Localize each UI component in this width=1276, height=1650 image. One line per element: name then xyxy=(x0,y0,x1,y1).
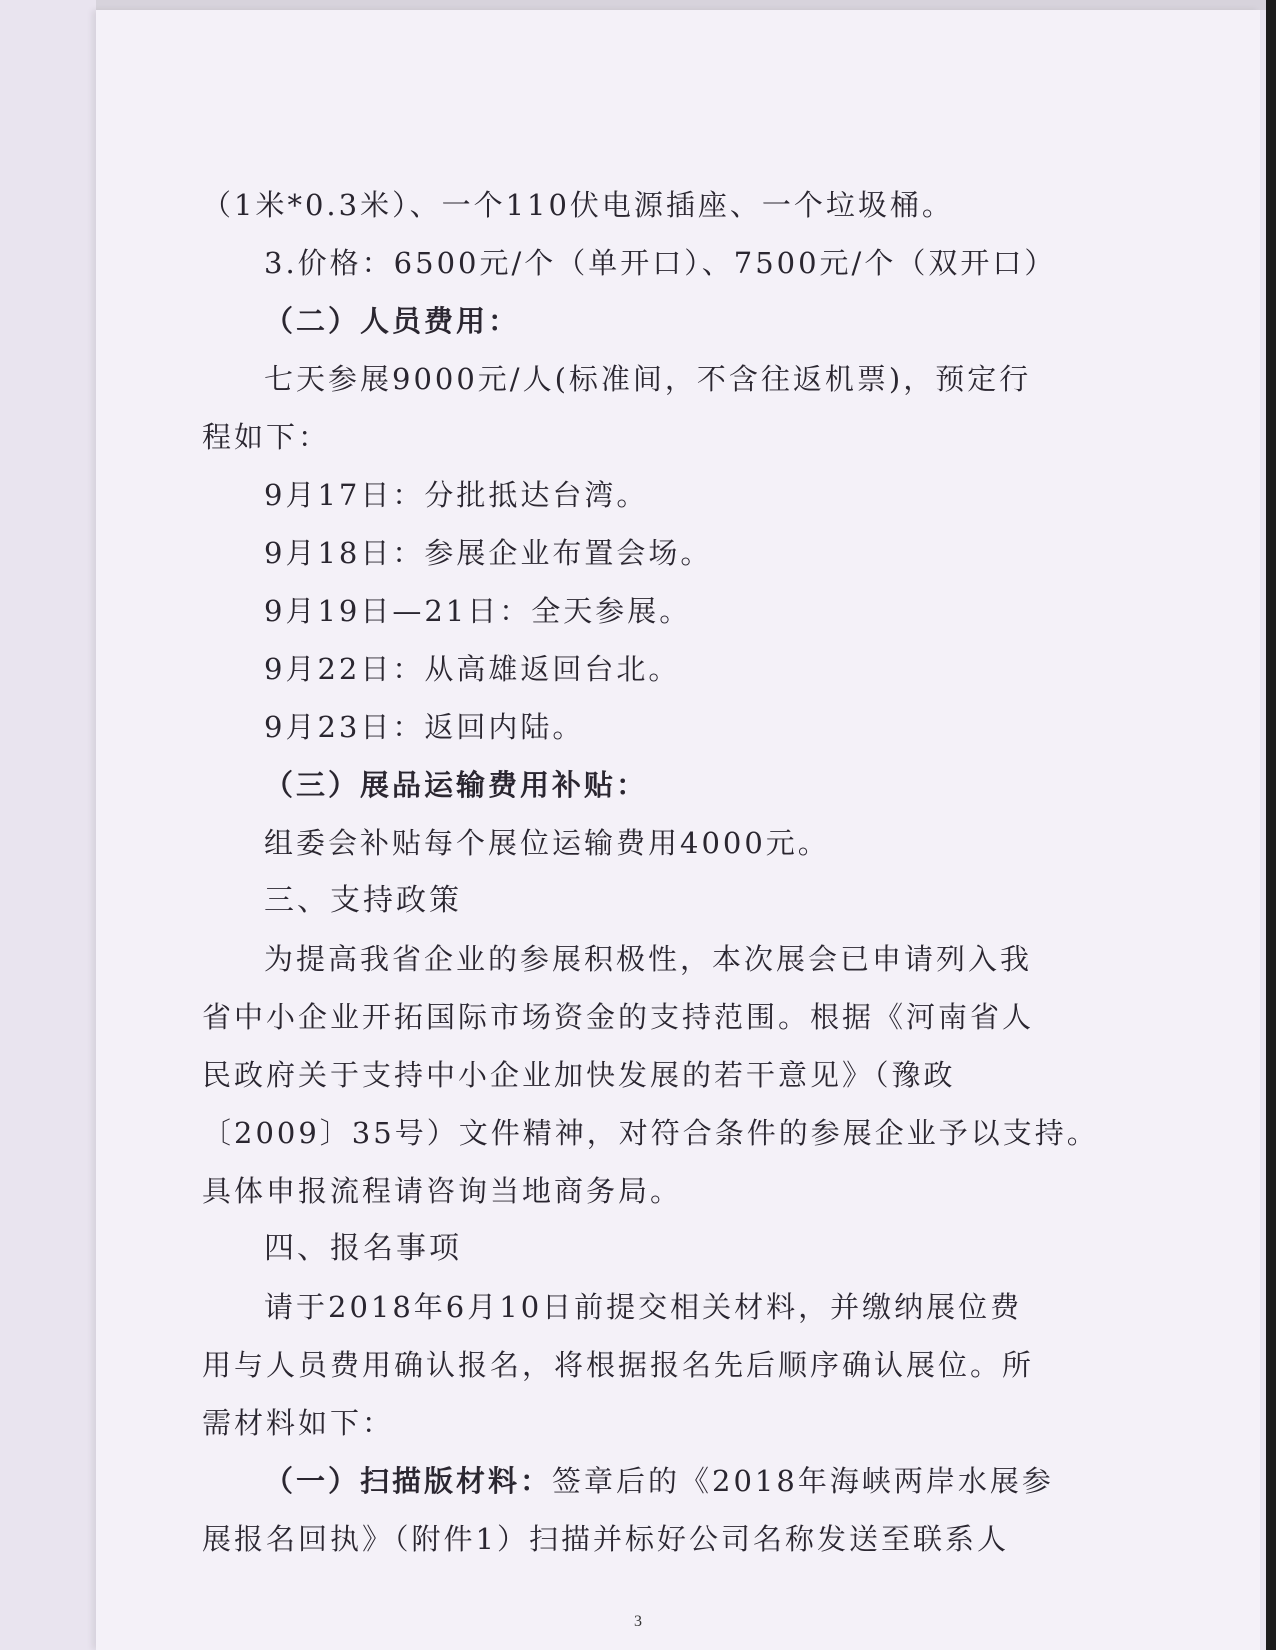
text-line: 民政府关于支持中小企业加快发展的若干意见》（豫政 xyxy=(202,1058,956,1092)
scan-right-edge xyxy=(1266,0,1276,1650)
section-heading: 四、报名事项 xyxy=(264,1231,462,1266)
schedule-item: 9月22日：从高雄返回台北。 xyxy=(264,652,681,686)
material-label: （一）扫描版材料： xyxy=(264,1464,553,1498)
text-line: 〔2009〕35号）文件精神，对符合条件的参展企业予以支持。 xyxy=(202,1116,1099,1150)
schedule-item: 9月23日：返回内陆。 xyxy=(264,710,585,744)
schedule-item: 9月17日：分批抵达台湾。 xyxy=(264,478,649,512)
text-line: 请于2018年6月10日前提交相关材料，并缴纳展位费 xyxy=(264,1290,1023,1324)
schedule-item: 9月18日：参展企业布置会场。 xyxy=(264,536,713,570)
text-line: 需材料如下： xyxy=(202,1406,395,1440)
text-line: 为提高我省企业的参展积极性，本次展会已申请列入我 xyxy=(264,942,1033,976)
text-line: 省中小企业开拓国际市场资金的支持范围。根据《河南省人 xyxy=(202,1000,1035,1034)
material-text: 签章后的《2018年海峡两岸水展参 xyxy=(552,1464,1054,1498)
text-line: 七天参展9000元/人(标准间，不含往返机票)，预定行 xyxy=(264,362,1032,396)
text-line: 具体申报流程请咨询当地商务局。 xyxy=(202,1174,683,1208)
text-line xyxy=(202,1452,1062,1510)
text-line: 用与人员费用确认报名，将根据报名先后顺序确认展位。所 xyxy=(202,1348,1035,1382)
text-line: 3.价格：6500元/个（单开口）、7500元/个（双开口） xyxy=(264,246,1057,280)
document-body xyxy=(202,176,1099,1568)
text-line: 程如下： xyxy=(202,420,331,454)
page-number: 3 xyxy=(634,1613,642,1630)
section-heading: 三、支持政策 xyxy=(264,883,462,918)
text-line: 展报名回执》（附件1）扫描并标好公司名称发送至联系人 xyxy=(202,1522,1009,1556)
scan-top-edge xyxy=(96,0,1266,10)
text-line: 组委会补贴每个展位运输费用4000元。 xyxy=(264,826,830,860)
section-subheading: （三）展品运输费用补贴： xyxy=(264,768,649,802)
schedule-item: 9月19日—21日：全天参展。 xyxy=(264,594,692,628)
text-line: （1米*0.3米）、一个110伏电源插座、一个垃圾桶。 xyxy=(202,188,954,222)
section-subheading: （二）人员费用： xyxy=(264,304,521,338)
